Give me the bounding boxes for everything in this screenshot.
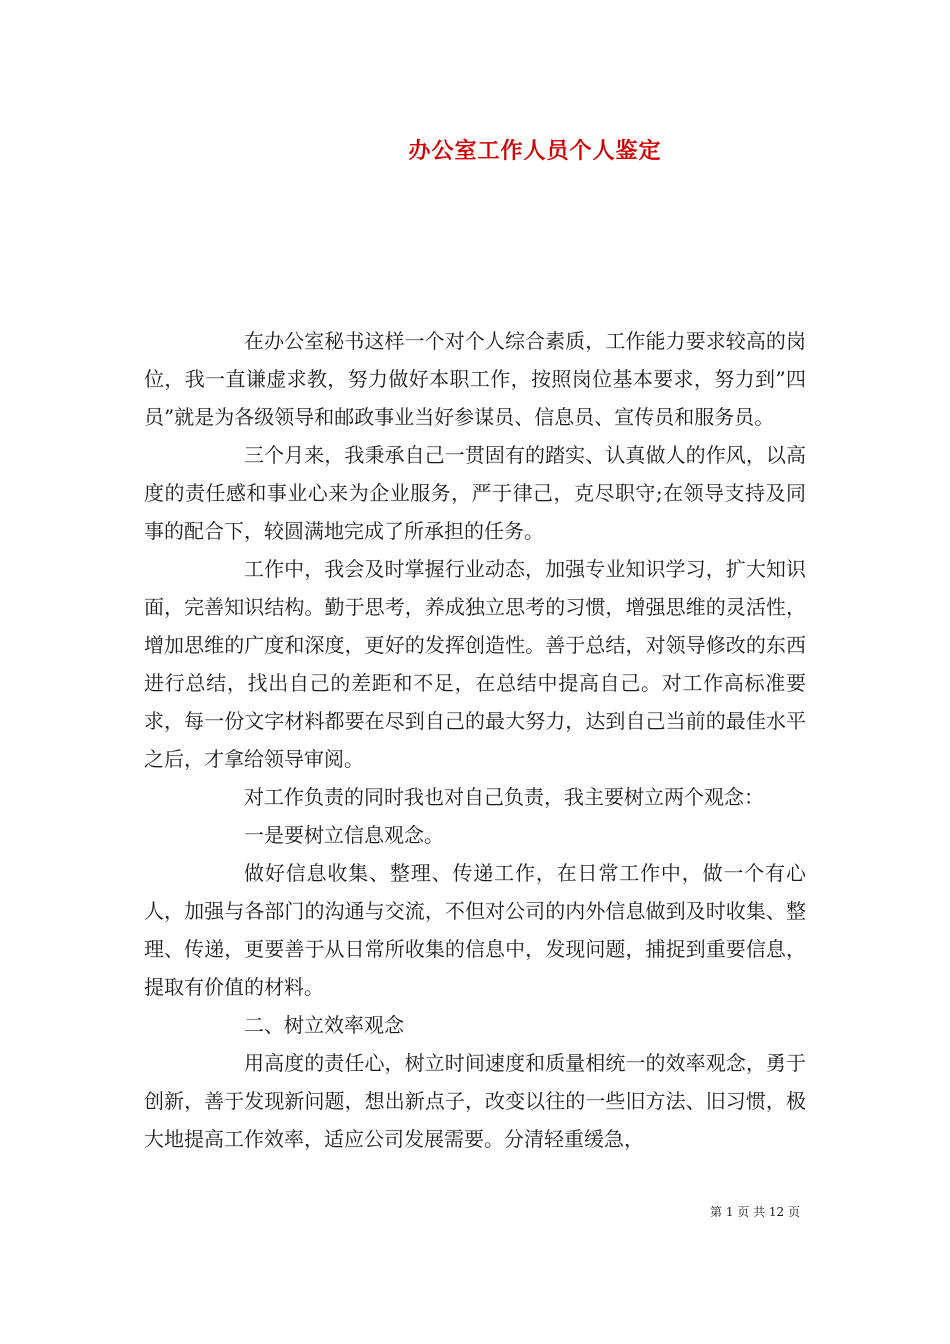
- paragraph: 做好信息收集、整理、传递工作，在日常工作中，做一个有心人，加强与各部门的沟通与交流，不但对公司的内外信息做到及时收集、整理、传递，更要善于从日常所收集的信息中，发现问题，捕捉到重要信息，提取有价值的材料。: [144, 861, 806, 999]
- paragraph: 工作中，我会及时掌握行业动态，加强专业知识学习，扩大知识面，完善知识结构。勤于思考，养成独立思考的习惯，增强思维的灵活性，增加思维的广度和深度，更好的发挥创造性。善于总结，对领导修改的东西进行总结，找出自己的差距和不足，在总结中提高自己。对工作高标准要求，每一份文字材料都要在尽到自己的最大努力，达到自己当前的最佳水平之后，才拿给领导审阅。: [144, 557, 806, 771]
- paragraph: 一是要树立信息观念。: [244, 823, 444, 847]
- paragraph: 用高度的责任心，树立时间速度和质量相统一的效率观念，勇于创新，善于发现新问题，想出新点子，改变以往的一些旧方法、旧习惯，极大地提高工作效率，适应公司发展需要。分清轻重缓急，: [144, 1051, 806, 1151]
- paragraph: 三个月来，我秉承自己一贯固有的踏实、认真做人的作风，以高度的责任感和事业心来为企业服务，严于律己，克尽职守;在领导支持及同事的配合下，较圆满地完成了所承担的任务。: [144, 443, 806, 543]
- document-body: [144, 322, 806, 1158]
- paragraph: 二、树立效率观念: [244, 1013, 404, 1037]
- document-title: 办公室工作人员个人鉴定: [408, 138, 662, 164]
- paragraph: 在办公室秘书这样一个对个人综合素质，工作能力要求较高的岗位，我一直谦虚求教，努力做好本职工作，按照岗位基本要求，努力到”四员”就是为各级领导和邮政事业当好参谋员、信息员、宣传员和服务员。: [144, 329, 806, 429]
- paragraph: 对工作负责的同时我也对自己负责，我主要树立两个观念：: [244, 785, 764, 809]
- page-number: 第 1 页 共 12 页: [710, 1205, 800, 1219]
